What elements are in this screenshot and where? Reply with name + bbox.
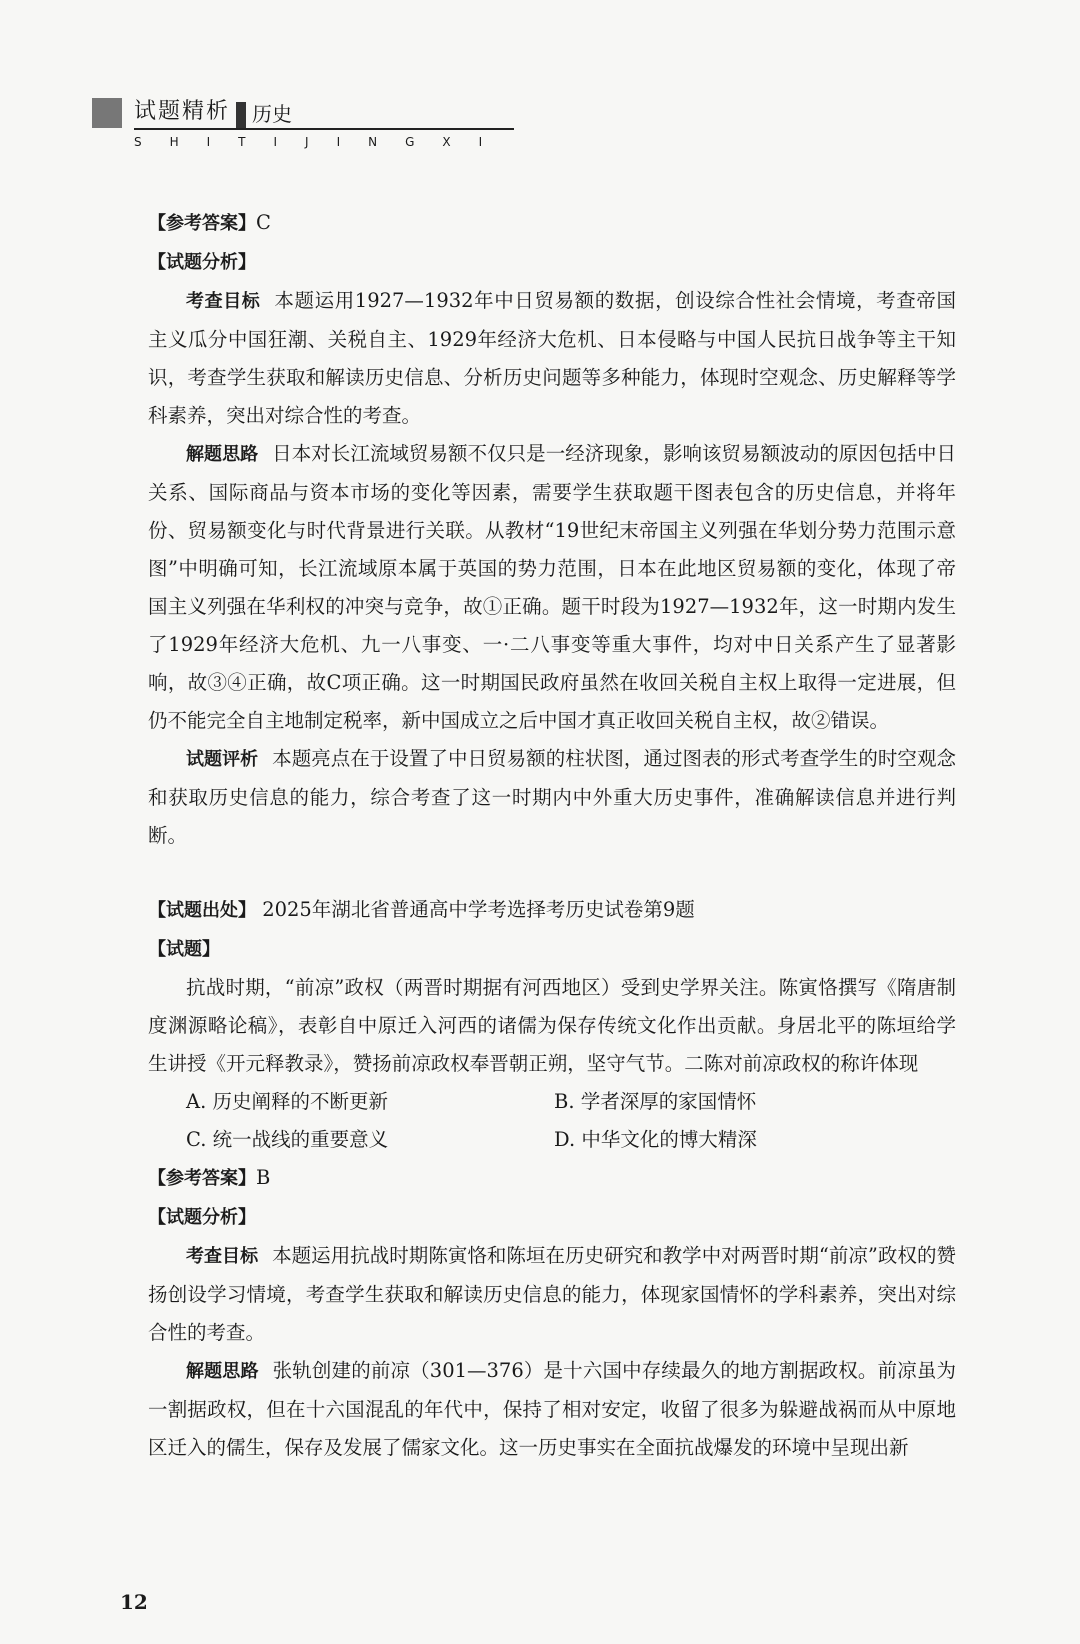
q1-idea-label: 解题思路 (186, 444, 259, 465)
q2-analysis-label: 【试题分析】 (148, 1207, 256, 1228)
q2-option-a: A. 历史阐释的不断更新 (186, 1090, 388, 1113)
page-content (148, 204, 956, 1467)
q2-options (148, 1083, 956, 1159)
q1-eval-label: 试题评析 (186, 749, 259, 770)
q1-eval-text: 本题亮点在于设置了中日贸易额的柱状图，通过图表的形式考查学生的时空观念和获取历史信息的能力，综合考查了这一时期内中外重大历史事件，准确解读信息并进行判断。 (148, 747, 956, 847)
q1-idea-text: 日本对长江流域贸易额不仅只是一经济现象，影响该贸易额波动的原因包括中日关系、国际商品与资本市场的变化等因素，需要学生获取题干图表包含的历史信息，并将年份、贸易额变化与时代背景进行关联。从教材“19世纪末帝国主义列强在华划分势力范围示意图”中明确可知，长江流域原本属于英国的势力范围，日本在此地区贸易额的变化，体现了帝国主义列强在华利权的冲突与竞争，故①正确。题干时段为1927—1932年，这一时期内发生了1929年经济大危机、九一八事变、一·二八事变等重大事件，均对中日关系产生了显著影响，故③④正确，故C项正确。这一时期国民政府虽然在收回关税自主权上取得一定进展，但仍不能完全自主地制定税率，新中国成立之后中国才真正收回关税自主权，故②错误。 (148, 442, 956, 732)
q2-source-label: 【试题出处】 (148, 900, 256, 921)
header-separator (236, 102, 246, 128)
q1-goal-paragraph (148, 282, 956, 435)
q1-answer-label: 【参考答案】 (148, 213, 256, 234)
section-gap (148, 855, 956, 891)
q2-option-b: B. 学者深厚的家国情怀 (554, 1090, 757, 1113)
header-title: 试题精析 (134, 99, 231, 124)
q2-goal-label: 考查目标 (186, 1246, 259, 1267)
q2-option-c: C. 统一战线的重要意义 (186, 1128, 389, 1151)
q1-answer-line (148, 204, 956, 243)
q2-answer-line (148, 1159, 956, 1198)
q2-idea-text: 张轨创建的前凉（301—376）是十六国中存续最久的地方割据政权。前凉虽为一割据政权，但在十六国混乱的年代中，保持了相对安定，收留了很多为躲避战祸而从中原地区迁入的儒生，保存及发展了儒家文化。这一历史事实在全面抗战爆发的环境中呈现出新 (148, 1359, 956, 1459)
header-rule (134, 128, 514, 130)
q2-answer-label: 【参考答案】 (148, 1168, 256, 1189)
q1-goal-text: 本题运用1927—1932年中日贸易额的数据，创设综合性社会情境，考查帝国主义瓜分中国狂潮、关税自主、1929年经济大危机、日本侵略与中国人民抗日战争等主干知识，考查学生获取和解读历史信息、分析历史问题等多种能力，体现时空观念、历史解释等学科素养，突出对综合性的考查。 (148, 289, 956, 427)
q1-goal-label: 考查目标 (186, 291, 261, 312)
header-block-mark (92, 98, 122, 128)
q2-idea-label: 解题思路 (186, 1361, 259, 1382)
q1-answer: C (256, 211, 271, 234)
q2-source-line (148, 891, 956, 930)
q2-option-d: D. 中华文化的博大精深 (554, 1128, 757, 1151)
q2-question-label: 【试题】 (148, 939, 220, 960)
header-subject: 历史 (252, 102, 292, 126)
q2-goal-paragraph (148, 1237, 956, 1352)
running-header (92, 92, 512, 162)
q2-question-text: 抗战时期，“前凉”政权（两晋时期据有河西地区）受到史学界关注。陈寅恪撰写《隋唐制度渊源略论稿》，表彰自中原迁入河西的诸儒为保存传统文化作出贡献。身居北平的陈垣给学生讲授《开元释教录》，赞扬前凉政权奉晋朝正朔，坚守气节。二陈对前凉政权的称许体现 (148, 976, 956, 1075)
q1-analysis-label: 【试题分析】 (148, 252, 256, 273)
q2-analysis-heading (148, 1198, 956, 1237)
q1-idea-paragraph (148, 435, 956, 740)
q2-idea-paragraph (148, 1352, 956, 1467)
q2-source-text: 2025年湖北省普通高中学考选择考历史试卷第9题 (262, 898, 695, 921)
q2-question-heading (148, 930, 956, 969)
q2-goal-text: 本题运用抗战时期陈寅恪和陈垣在历史研究和教学中对两晋时期“前凉”政权的赞扬创设学习情境，考查学生获取和解读历史信息的能力，体现家国情怀的学科素养，突出对综合性的考查。 (148, 1244, 956, 1344)
header-pinyin: SHITIJINGXI (134, 135, 511, 149)
page-number: 12 (120, 1590, 148, 1614)
q1-analysis-heading (148, 243, 956, 282)
q1-eval-paragraph (148, 740, 956, 855)
q2-answer: B (256, 1166, 271, 1189)
